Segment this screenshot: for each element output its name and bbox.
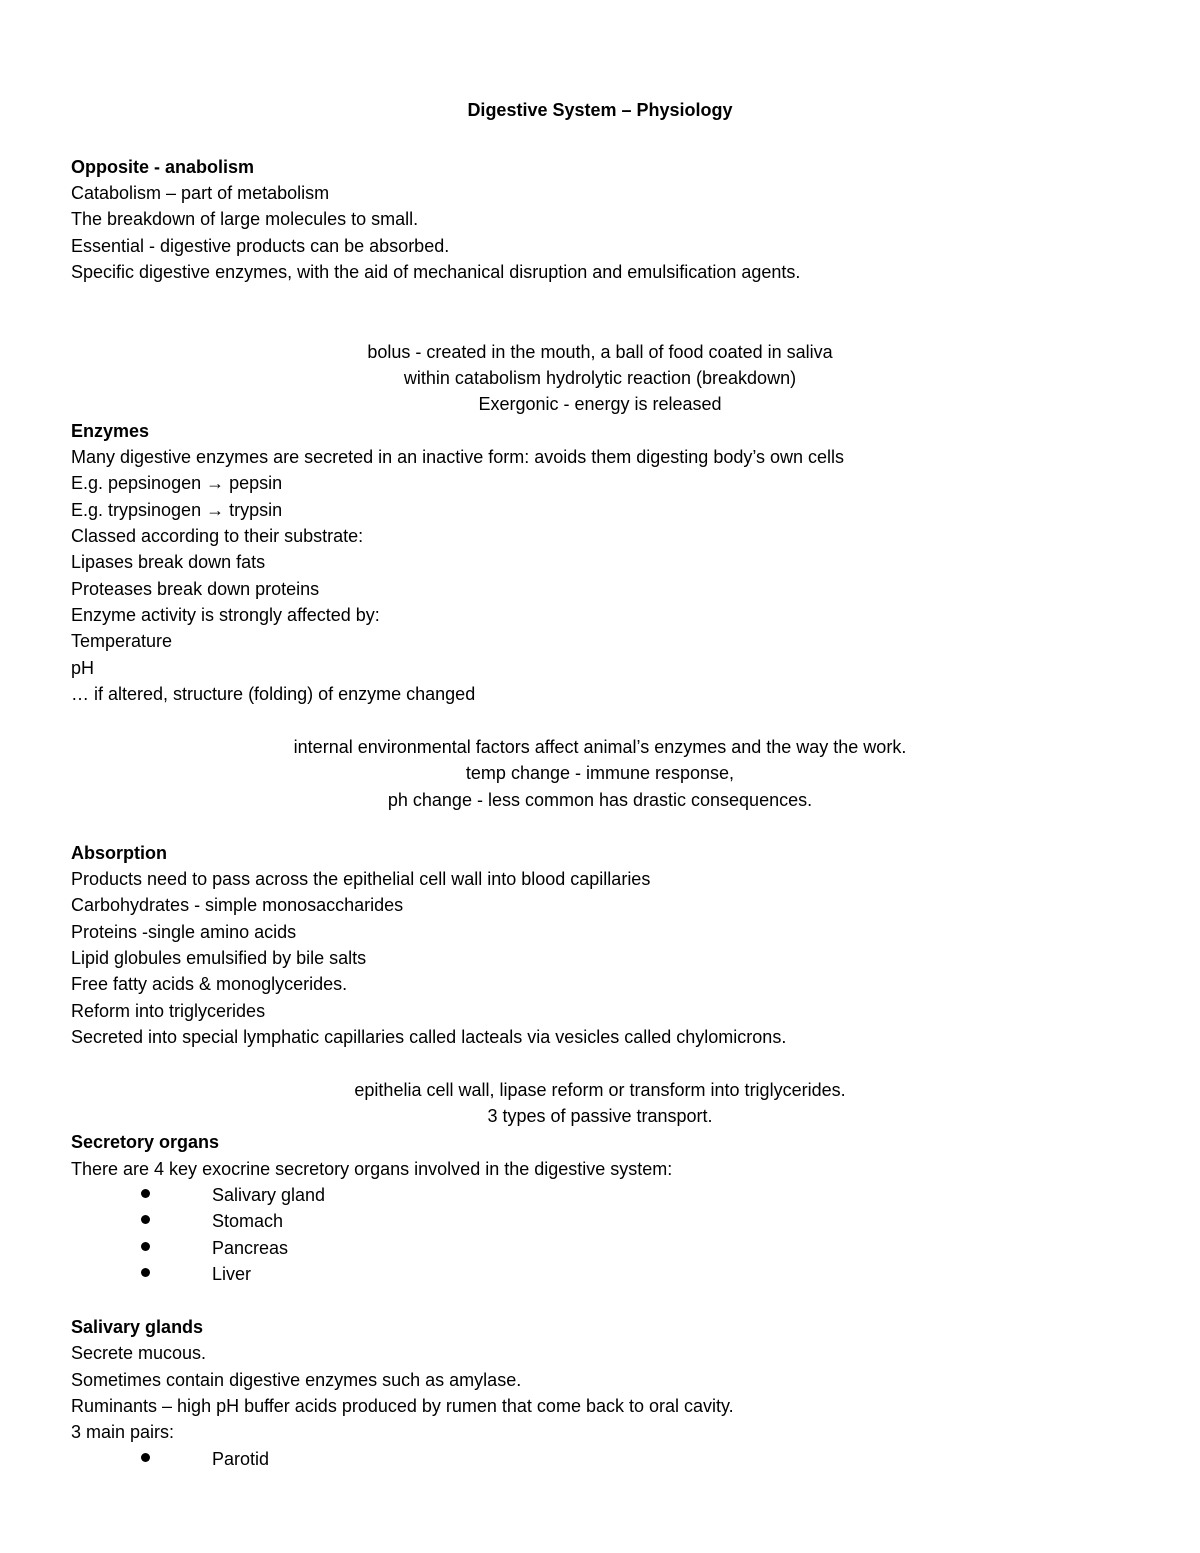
salivary-line: 3 main pairs: (71, 1422, 175, 1442)
intro-line: Catabolism – part of metabolism (71, 183, 330, 203)
enzymes-note: ph change - less common has drastic consequences. (387, 790, 813, 810)
enzymes-heading: Enzymes (71, 421, 150, 441)
list-item: Salivary gland (212, 1185, 326, 1205)
secretory-intro: There are 4 key exocrine secretory organs involved in the digestive system: (71, 1159, 673, 1179)
salivary-line: Sometimes contain digestive enzymes such as amylase. (71, 1370, 522, 1390)
enzymes-line: … if altered, structure (folding) of enzyme changed (71, 684, 476, 704)
absorption-note: epithelia cell wall, lipase reform or transform into triglycerides. (354, 1080, 846, 1100)
bullet-icon (141, 1242, 150, 1251)
enzymes-line: Classed according to their substrate: (71, 526, 364, 546)
document-title: Digestive System – Physiology (467, 100, 733, 120)
bullet-icon (141, 1453, 150, 1462)
enzymes-line: Temperature (71, 631, 173, 651)
intro-line: Specific digestive enzymes, with the aid of mechanical disruption and emulsification agents. (71, 262, 801, 282)
bullet-icon (141, 1189, 150, 1198)
absorption-line: Lipid globules emulsified by bile salts (71, 948, 367, 968)
salivary-heading: Salivary glands (71, 1317, 204, 1337)
intro-line: Essential - digestive products can be absorbed. (71, 236, 450, 256)
bullet-icon (141, 1268, 150, 1277)
intro-heading: Opposite - anabolism (71, 157, 255, 177)
absorption-line: Carbohydrates - simple monosaccharides (71, 895, 404, 915)
intro-note: within catabolism hydrolytic reaction (breakdown) (403, 368, 797, 388)
salivary-line: Ruminants – high pH buffer acids produced by rumen that come back to oral cavity. (71, 1396, 734, 1416)
list-item: Pancreas (212, 1238, 289, 1258)
absorption-line: Products need to pass across the epithelial cell wall into blood capillaries (71, 869, 651, 889)
list-item: Liver (212, 1264, 252, 1284)
secretory-heading: Secretory organs (71, 1132, 220, 1152)
absorption-line: Proteins -single amino acids (71, 922, 297, 942)
enzymes-note: temp change - immune response, (465, 763, 735, 783)
enzymes-line: Enzyme activity is strongly affected by: (71, 605, 380, 625)
intro-note: Exergonic - energy is released (478, 394, 722, 414)
absorption-line: Secreted into special lymphatic capillaries called lacteals via vesicles called chylomicrons. (71, 1027, 787, 1047)
enzymes-line: Many digestive enzymes are secreted in an inactive form: avoids them digesting body’s own cells (71, 447, 845, 467)
enzymes-line: E.g. trypsinogen → trypsin (71, 500, 283, 520)
absorption-note: 3 types of passive transport. (487, 1106, 713, 1126)
bullet-icon (141, 1215, 150, 1224)
enzymes-line: E.g. pepsinogen → pepsin (71, 473, 283, 493)
salivary-line: Secrete mucous. (71, 1343, 207, 1363)
intro-note: bolus - created in the mouth, a ball of food coated in saliva (367, 342, 833, 362)
enzymes-line: pH (71, 658, 95, 678)
enzymes-line: Lipases break down fats (71, 552, 266, 572)
intro-line: The breakdown of large molecules to small. (71, 209, 419, 229)
enzymes-note: internal environmental factors affect animal’s enzymes and the way the work. (293, 737, 907, 757)
absorption-line: Reform into triglycerides (71, 1001, 266, 1021)
list-item: Stomach (212, 1211, 284, 1231)
list-item: Parotid (212, 1449, 270, 1469)
absorption-line: Free fatty acids & monoglycerides. (71, 974, 348, 994)
enzymes-line: Proteases break down proteins (71, 579, 320, 599)
absorption-heading: Absorption (71, 843, 167, 863)
